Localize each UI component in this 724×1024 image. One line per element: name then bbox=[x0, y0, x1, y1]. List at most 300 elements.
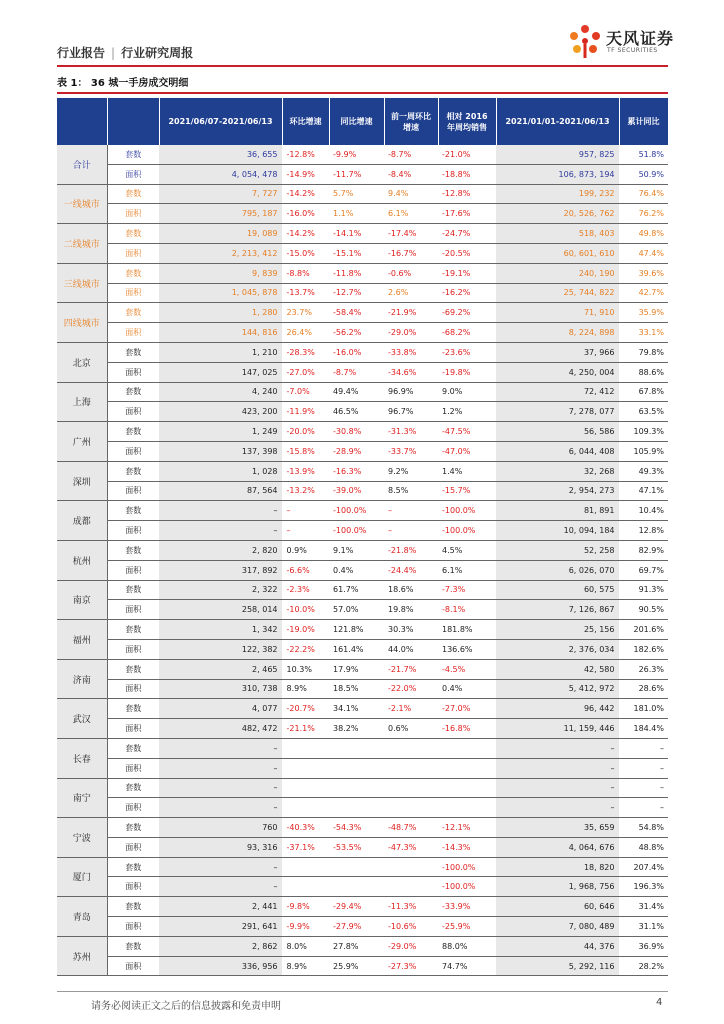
footer-rule bbox=[57, 991, 668, 992]
metric-cell: 套数 bbox=[107, 857, 159, 877]
value-cell: 9.4% bbox=[384, 184, 438, 204]
value-cell: 1.2% bbox=[438, 402, 496, 422]
table-header-row bbox=[57, 98, 668, 145]
value-cell: -58.4% bbox=[329, 303, 384, 323]
value-cell: -28.3% bbox=[282, 342, 329, 362]
value-cell: 181.8% bbox=[438, 620, 496, 640]
table-row bbox=[57, 481, 668, 501]
value-cell: – bbox=[496, 738, 619, 758]
value-cell: -21.9% bbox=[384, 303, 438, 323]
city-cell: 南宁 bbox=[57, 778, 107, 818]
city-cell: 青岛 bbox=[57, 897, 107, 937]
value-cell bbox=[282, 758, 329, 778]
city-cell: 北京 bbox=[57, 342, 107, 382]
logo-icon bbox=[568, 24, 602, 60]
metric-cell: 面积 bbox=[107, 956, 159, 976]
value-cell: -31.3% bbox=[384, 422, 438, 442]
table-row bbox=[57, 877, 668, 897]
value-cell bbox=[282, 778, 329, 798]
value-cell: -20.5% bbox=[438, 243, 496, 263]
value-cell: – bbox=[159, 857, 282, 877]
city-cell: 二线城市 bbox=[57, 224, 107, 264]
value-cell: 122, 382 bbox=[159, 639, 282, 659]
value-cell: -9.9% bbox=[329, 145, 384, 164]
value-cell: 47.1% bbox=[619, 481, 668, 501]
value-cell: -2.1% bbox=[384, 699, 438, 719]
value-cell: 51.8% bbox=[619, 145, 668, 164]
value-cell: 32, 268 bbox=[496, 461, 619, 481]
metric-cell: 面积 bbox=[107, 877, 159, 897]
value-cell: 71, 910 bbox=[496, 303, 619, 323]
value-cell: 54.8% bbox=[619, 818, 668, 838]
value-cell: 25, 156 bbox=[496, 620, 619, 640]
value-cell: 8, 224, 898 bbox=[496, 323, 619, 343]
value-cell: 147, 025 bbox=[159, 362, 282, 382]
value-cell: 42.7% bbox=[619, 283, 668, 303]
value-cell: 74.7% bbox=[438, 956, 496, 976]
value-cell: 1, 210 bbox=[159, 342, 282, 362]
city-cell: 苏州 bbox=[57, 936, 107, 976]
value-cell: 49.4% bbox=[329, 382, 384, 402]
value-cell: -15.7% bbox=[438, 481, 496, 501]
value-cell: -6.6% bbox=[282, 560, 329, 580]
value-cell: 240, 190 bbox=[496, 263, 619, 283]
header-separator: | bbox=[111, 46, 116, 60]
value-cell: 60, 646 bbox=[496, 897, 619, 917]
value-cell bbox=[384, 877, 438, 897]
value-cell: -12.7% bbox=[329, 283, 384, 303]
value-cell: 0.4% bbox=[438, 679, 496, 699]
table-row bbox=[57, 818, 668, 838]
value-cell: 76.4% bbox=[619, 184, 668, 204]
value-cell: – bbox=[384, 521, 438, 541]
value-cell: 87, 564 bbox=[159, 481, 282, 501]
metric-cell: 面积 bbox=[107, 283, 159, 303]
table-row bbox=[57, 917, 668, 937]
value-cell: 1.1% bbox=[329, 204, 384, 224]
value-cell: -24.7% bbox=[438, 224, 496, 244]
value-cell: -16.3% bbox=[329, 461, 384, 481]
table-row bbox=[57, 798, 668, 818]
value-cell: 5, 412, 972 bbox=[496, 679, 619, 699]
value-cell: -19.0% bbox=[282, 620, 329, 640]
column-header: 2021/06/07-2021/06/13 bbox=[159, 98, 282, 145]
metric-cell: 面积 bbox=[107, 679, 159, 699]
value-cell: 91.3% bbox=[619, 580, 668, 600]
value-cell: -29.0% bbox=[384, 323, 438, 343]
value-cell: 25, 744, 822 bbox=[496, 283, 619, 303]
value-cell: -8.1% bbox=[438, 600, 496, 620]
value-cell: 2.6% bbox=[384, 283, 438, 303]
value-cell: 5, 292, 116 bbox=[496, 956, 619, 976]
value-cell: 60, 601, 610 bbox=[496, 243, 619, 263]
table-row bbox=[57, 263, 668, 283]
table-row bbox=[57, 145, 668, 164]
value-cell: 121.8% bbox=[329, 620, 384, 640]
table-row bbox=[57, 738, 668, 758]
value-cell: 61.7% bbox=[329, 580, 384, 600]
value-cell: -16.2% bbox=[438, 283, 496, 303]
column-header: 同比增速 bbox=[329, 98, 384, 145]
metric-cell: 面积 bbox=[107, 917, 159, 937]
city-cell: 一线城市 bbox=[57, 184, 107, 224]
value-cell: -48.7% bbox=[384, 818, 438, 838]
value-cell: -2.3% bbox=[282, 580, 329, 600]
metric-cell: 面积 bbox=[107, 402, 159, 422]
value-cell: – bbox=[159, 738, 282, 758]
value-cell: 144, 816 bbox=[159, 323, 282, 343]
value-cell bbox=[438, 798, 496, 818]
value-cell: -27.0% bbox=[282, 362, 329, 382]
city-cell: 四线城市 bbox=[57, 303, 107, 343]
table-row bbox=[57, 382, 668, 402]
table-row bbox=[57, 303, 668, 323]
value-cell: 8.9% bbox=[282, 956, 329, 976]
value-cell: -16.0% bbox=[329, 342, 384, 362]
table-row bbox=[57, 699, 668, 719]
column-header: 2021/01/01-2021/06/13 bbox=[496, 98, 619, 145]
value-cell: -9.8% bbox=[282, 897, 329, 917]
metric-cell: 面积 bbox=[107, 758, 159, 778]
metric-cell: 套数 bbox=[107, 659, 159, 679]
value-cell: 82.9% bbox=[619, 540, 668, 560]
value-cell: 1, 280 bbox=[159, 303, 282, 323]
metric-cell: 面积 bbox=[107, 798, 159, 818]
value-cell: -16.7% bbox=[384, 243, 438, 263]
table-row bbox=[57, 679, 668, 699]
table-row bbox=[57, 243, 668, 263]
value-cell: 310, 738 bbox=[159, 679, 282, 699]
value-cell: 26.4% bbox=[282, 323, 329, 343]
value-cell: 2, 376, 034 bbox=[496, 639, 619, 659]
value-cell: -16.0% bbox=[282, 204, 329, 224]
table-row bbox=[57, 501, 668, 521]
header-type: 行业研究周报 bbox=[121, 46, 194, 60]
value-cell: -100.0% bbox=[438, 857, 496, 877]
value-cell: – bbox=[496, 778, 619, 798]
metric-cell: 套数 bbox=[107, 382, 159, 402]
value-cell: 760 bbox=[159, 818, 282, 838]
value-cell: 7, 080, 489 bbox=[496, 917, 619, 937]
table-row bbox=[57, 184, 668, 204]
table-row bbox=[57, 758, 668, 778]
value-cell: 88.0% bbox=[438, 936, 496, 956]
metric-cell: 套数 bbox=[107, 461, 159, 481]
value-cell: 10.4% bbox=[619, 501, 668, 521]
value-cell: – bbox=[619, 778, 668, 798]
metric-cell: 套数 bbox=[107, 818, 159, 838]
value-cell: -21.8% bbox=[384, 540, 438, 560]
value-cell: 8.0% bbox=[282, 936, 329, 956]
value-cell: 26.3% bbox=[619, 659, 668, 679]
value-cell: -100.0% bbox=[329, 501, 384, 521]
logo-name: 天风证券 bbox=[606, 29, 675, 48]
city-cell: 长春 bbox=[57, 738, 107, 778]
value-cell: -20.7% bbox=[282, 699, 329, 719]
value-cell: 28.6% bbox=[619, 679, 668, 699]
value-cell: 8.9% bbox=[282, 679, 329, 699]
metric-cell: 套数 bbox=[107, 303, 159, 323]
value-cell: -47.3% bbox=[384, 837, 438, 857]
city-cell: 深圳 bbox=[57, 461, 107, 501]
metric-cell: 套数 bbox=[107, 224, 159, 244]
value-cell: 423, 200 bbox=[159, 402, 282, 422]
value-cell: -27.3% bbox=[384, 956, 438, 976]
value-cell: 38.2% bbox=[329, 719, 384, 739]
table-row bbox=[57, 204, 668, 224]
metric-cell: 面积 bbox=[107, 560, 159, 580]
value-cell: 57.0% bbox=[329, 600, 384, 620]
value-cell: -17.4% bbox=[384, 224, 438, 244]
value-cell: 2, 322 bbox=[159, 580, 282, 600]
value-cell: 0.9% bbox=[282, 540, 329, 560]
value-cell: -8.7% bbox=[384, 145, 438, 164]
value-cell: 18, 820 bbox=[496, 857, 619, 877]
value-cell bbox=[282, 738, 329, 758]
column-header: 前一周环比增速 bbox=[384, 98, 438, 145]
value-cell bbox=[282, 857, 329, 877]
value-cell: -34.6% bbox=[384, 362, 438, 382]
caption-rule bbox=[57, 92, 668, 94]
metric-cell: 面积 bbox=[107, 600, 159, 620]
value-cell: -12.8% bbox=[438, 184, 496, 204]
table-row bbox=[57, 323, 668, 343]
metric-cell: 面积 bbox=[107, 441, 159, 461]
city-cell: 三线城市 bbox=[57, 263, 107, 303]
value-cell: 28.2% bbox=[619, 956, 668, 976]
value-cell: -10.0% bbox=[282, 600, 329, 620]
value-cell: 196.3% bbox=[619, 877, 668, 897]
value-cell: 4, 250, 004 bbox=[496, 362, 619, 382]
value-cell: -27.0% bbox=[438, 699, 496, 719]
value-cell: 4, 240 bbox=[159, 382, 282, 402]
value-cell: – bbox=[159, 877, 282, 897]
value-cell: 76.2% bbox=[619, 204, 668, 224]
value-cell: 184.4% bbox=[619, 719, 668, 739]
value-cell bbox=[329, 857, 384, 877]
metric-cell: 套数 bbox=[107, 738, 159, 758]
value-cell: -30.8% bbox=[329, 422, 384, 442]
value-cell: -22.2% bbox=[282, 639, 329, 659]
table-row bbox=[57, 580, 668, 600]
column-header: 累计同比 bbox=[619, 98, 668, 145]
value-cell: -14.3% bbox=[438, 837, 496, 857]
metric-cell: 套数 bbox=[107, 501, 159, 521]
value-cell: 957, 825 bbox=[496, 145, 619, 164]
value-cell: 10.3% bbox=[282, 659, 329, 679]
table-row bbox=[57, 560, 668, 580]
value-cell: -47.0% bbox=[438, 441, 496, 461]
value-cell: 1, 342 bbox=[159, 620, 282, 640]
metric-cell: 套数 bbox=[107, 897, 159, 917]
value-cell: 1, 249 bbox=[159, 422, 282, 442]
value-cell: -14.2% bbox=[282, 224, 329, 244]
value-cell: 8.5% bbox=[384, 481, 438, 501]
value-cell: – bbox=[159, 758, 282, 778]
table-row bbox=[57, 897, 668, 917]
value-cell: -8.8% bbox=[282, 263, 329, 283]
metric-cell: 套数 bbox=[107, 263, 159, 283]
value-cell: 201.6% bbox=[619, 620, 668, 640]
value-cell: 5.7% bbox=[329, 184, 384, 204]
value-cell: 1, 045, 878 bbox=[159, 283, 282, 303]
city-cell: 南京 bbox=[57, 580, 107, 620]
table-row bbox=[57, 719, 668, 739]
value-cell: 12.8% bbox=[619, 521, 668, 541]
city-cell: 广州 bbox=[57, 422, 107, 462]
column-header bbox=[57, 98, 107, 145]
page-number: 4 bbox=[656, 997, 663, 1008]
value-cell: 30.3% bbox=[384, 620, 438, 640]
value-cell: 17.9% bbox=[329, 659, 384, 679]
value-cell: -0.6% bbox=[384, 263, 438, 283]
value-cell: 2, 465 bbox=[159, 659, 282, 679]
value-cell: – bbox=[159, 798, 282, 818]
value-cell: -17.6% bbox=[438, 204, 496, 224]
value-cell: 106, 873, 194 bbox=[496, 164, 619, 184]
value-cell: 34.1% bbox=[329, 699, 384, 719]
value-cell bbox=[384, 778, 438, 798]
value-cell: 1.4% bbox=[438, 461, 496, 481]
value-cell: 4, 077 bbox=[159, 699, 282, 719]
value-cell: 49.8% bbox=[619, 224, 668, 244]
value-cell: -29.0% bbox=[384, 936, 438, 956]
metric-cell: 套数 bbox=[107, 184, 159, 204]
value-cell: 9.0% bbox=[438, 382, 496, 402]
value-cell: -68.2% bbox=[438, 323, 496, 343]
value-cell: 6, 026, 070 bbox=[496, 560, 619, 580]
metric-cell: 套数 bbox=[107, 580, 159, 600]
value-cell bbox=[282, 877, 329, 897]
value-cell: 20, 526, 762 bbox=[496, 204, 619, 224]
value-cell: 44.0% bbox=[384, 639, 438, 659]
value-cell: 18.6% bbox=[384, 580, 438, 600]
value-cell: 0.4% bbox=[329, 560, 384, 580]
value-cell: 35.9% bbox=[619, 303, 668, 323]
city-cell: 福州 bbox=[57, 620, 107, 660]
value-cell: 9, 839 bbox=[159, 263, 282, 283]
value-cell: -69.2% bbox=[438, 303, 496, 323]
value-cell: 181.0% bbox=[619, 699, 668, 719]
value-cell: 33.1% bbox=[619, 323, 668, 343]
value-cell: -33.8% bbox=[384, 342, 438, 362]
value-cell: 109.3% bbox=[619, 422, 668, 442]
value-cell: 52, 258 bbox=[496, 540, 619, 560]
value-cell: 44, 376 bbox=[496, 936, 619, 956]
value-cell: -25.9% bbox=[438, 917, 496, 937]
value-cell: 69.7% bbox=[619, 560, 668, 580]
table-row bbox=[57, 283, 668, 303]
value-cell: -16.8% bbox=[438, 719, 496, 739]
table-row bbox=[57, 441, 668, 461]
column-header bbox=[107, 98, 159, 145]
value-cell bbox=[438, 758, 496, 778]
value-cell bbox=[329, 738, 384, 758]
city-cell: 成都 bbox=[57, 501, 107, 541]
value-cell: 1, 028 bbox=[159, 461, 282, 481]
column-header: 相对 2016 年周均销售 bbox=[438, 98, 496, 145]
metric-cell: 面积 bbox=[107, 323, 159, 343]
value-cell: -19.1% bbox=[438, 263, 496, 283]
value-cell: -53.5% bbox=[329, 837, 384, 857]
value-cell: -21.7% bbox=[384, 659, 438, 679]
city-cell: 宁波 bbox=[57, 818, 107, 858]
metric-cell: 面积 bbox=[107, 204, 159, 224]
value-cell: 19, 089 bbox=[159, 224, 282, 244]
value-cell: -13.9% bbox=[282, 461, 329, 481]
value-cell: 2, 820 bbox=[159, 540, 282, 560]
value-cell: 182.6% bbox=[619, 639, 668, 659]
metric-cell: 套数 bbox=[107, 699, 159, 719]
value-cell: -14.9% bbox=[282, 164, 329, 184]
value-cell: – bbox=[384, 501, 438, 521]
value-cell: 4.5% bbox=[438, 540, 496, 560]
value-cell: -14.2% bbox=[282, 184, 329, 204]
metric-cell: 套数 bbox=[107, 422, 159, 442]
value-cell: – bbox=[159, 501, 282, 521]
value-cell: 96, 442 bbox=[496, 699, 619, 719]
value-cell: 48.8% bbox=[619, 837, 668, 857]
value-cell: 96.9% bbox=[384, 382, 438, 402]
table-row bbox=[57, 521, 668, 541]
table-row bbox=[57, 639, 668, 659]
value-cell: 199, 232 bbox=[496, 184, 619, 204]
value-cell: 136.6% bbox=[438, 639, 496, 659]
value-cell: 795, 187 bbox=[159, 204, 282, 224]
table-row bbox=[57, 837, 668, 857]
value-cell: 4, 064, 676 bbox=[496, 837, 619, 857]
city-cell: 厦门 bbox=[57, 857, 107, 897]
value-cell: -28.9% bbox=[329, 441, 384, 461]
value-cell: – bbox=[282, 521, 329, 541]
value-cell: 258, 014 bbox=[159, 600, 282, 620]
value-cell: 60, 575 bbox=[496, 580, 619, 600]
metric-cell: 套数 bbox=[107, 620, 159, 640]
value-cell: – bbox=[282, 501, 329, 521]
value-cell: -11.8% bbox=[329, 263, 384, 283]
metric-cell: 套数 bbox=[107, 540, 159, 560]
value-cell bbox=[384, 857, 438, 877]
value-cell: -40.3% bbox=[282, 818, 329, 838]
value-cell: 10, 094, 184 bbox=[496, 521, 619, 541]
value-cell: 317, 892 bbox=[159, 560, 282, 580]
header-category: 行业报告 bbox=[57, 46, 106, 60]
value-cell: 207.4% bbox=[619, 857, 668, 877]
value-cell: 93, 316 bbox=[159, 837, 282, 857]
value-cell bbox=[329, 758, 384, 778]
value-cell: -37.1% bbox=[282, 837, 329, 857]
value-cell: 137, 398 bbox=[159, 441, 282, 461]
value-cell: 9.2% bbox=[384, 461, 438, 481]
value-cell: – bbox=[496, 758, 619, 778]
footer-disclaimer: 请务必阅读正文之后的信息披露和免责申明 bbox=[91, 1001, 281, 1012]
value-cell: 7, 727 bbox=[159, 184, 282, 204]
value-cell: -8.7% bbox=[329, 362, 384, 382]
value-cell: – bbox=[619, 758, 668, 778]
value-cell bbox=[438, 738, 496, 758]
value-cell: -15.8% bbox=[282, 441, 329, 461]
value-cell: -33.7% bbox=[384, 441, 438, 461]
value-cell: -21.0% bbox=[438, 145, 496, 164]
value-cell: 1, 968, 756 bbox=[496, 877, 619, 897]
city-cell: 武汉 bbox=[57, 699, 107, 739]
metric-cell: 套数 bbox=[107, 342, 159, 362]
value-cell: – bbox=[619, 798, 668, 818]
value-cell bbox=[329, 877, 384, 897]
value-cell: -27.9% bbox=[329, 917, 384, 937]
value-cell: -4.5% bbox=[438, 659, 496, 679]
value-cell: 31.4% bbox=[619, 897, 668, 917]
